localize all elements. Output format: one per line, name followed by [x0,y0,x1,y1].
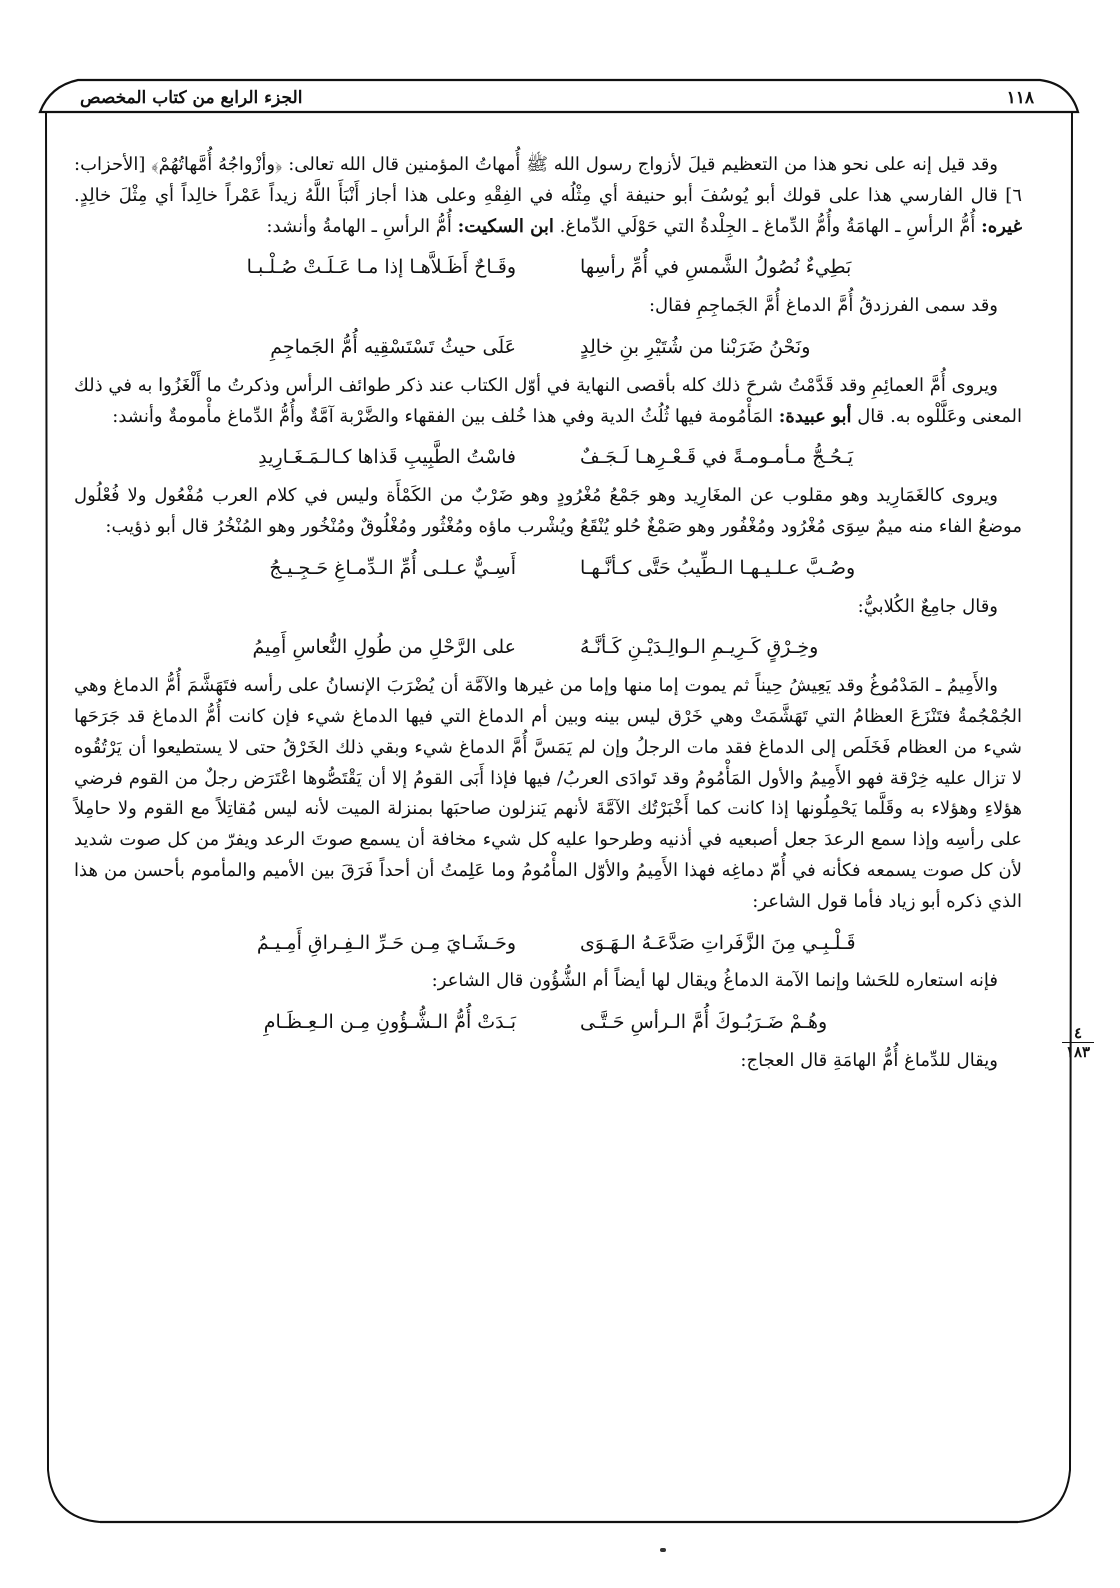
verse-3 [74,442,1022,473]
paragraph-4: ويروى كالغَمَارِيد وهو مقلوب عن المغَارِيد وهو جَمْعُ مُغْرُودٍ وهو ضَرْبٌ من الكَمْأَة وليس في كلام العرب مُفْعُول ولا فُعْلُول موضعُ الفاء منه ميمٌ سِوَى مُغْرُود ومُغْفُور وهو صَمْغٌ حُلو يُنْقَعُ ويُشْرب ماؤه ومُغْثُور ومُغْلُوقٌ ومُنْخُور وهو المُنْخُرُ قال أبو ذؤيب: [74,485,1022,537]
verse-2 [74,332,1022,363]
verse-6-first-hemistich: قَـلْـبِـي مِنَ الزَّفَراتِ صَدَّعَـهُ الـهَـوَى [580,931,856,954]
speaker-label: غيره: [981,215,1022,237]
paragraph-8: ويقال للدِّماغ أُمُّ الهامَةِ قال العجاج: [740,1049,998,1071]
paragraph-1-text: وقد قيل إنه على نحو هذا من التعظيم قيلَ لأزواج رسول الله ﷺ أُمهاتُ المؤمنين قال الله تعالى: ﴿وأزْواجُهُ أُمَّهاتُهُمْ﴾ [الأحزاب: ٦] قال الفارسي هذا على قولك أبو يُوسُفَ أبو حنيفة أي مِثْلُه في الفِقْهِ وعلى هذا أجاز أَنْبَأَ اللَّهُ زيداً عَمْراً خالِداً أي مِثْلَ خالِدٍ. [74,154,1022,206]
paragraph-1c-text: أُمُّ الرأسِ ـ الهامةُ وأنشد: [266,215,452,237]
verse-5-first-hemistich: وخِـرْقٍ كَـرِيـمِ الـوالِـدَيْـنِ كَـأنَّـهُ [580,636,819,659]
verse-2-first-hemistich: ونَحْنُ ضَرَبْنا من شُتَيْرِ بنِ خالِدٍ [580,335,811,358]
paragraph-5: وقال جامِعٌ الكُلابيُّ: [857,595,998,617]
verse-7-second-hemistich: بَـدَتْ أُمُّ الـشُّـؤُونِ مِـن الـعِـظَـامِ [263,1011,516,1034]
paragraph-2: وقد سمى الفرزدقُ أُمَّ الدماغ أُمَّ الجَماجِمِ فقال: [648,295,998,317]
speaker-label: أبو عبيدة: [778,405,852,427]
verse-2-second-hemistich: عَلَى حيثُ تَسْتَسْقِيه أُمُّ الجَماجِمِ [270,335,516,358]
paragraph-6: والأَمِيمُ ـ المَدْمُوغُ وقد يَعِيشُ حِيناً ثم يموت إما منها وإما من غيرها والآمَّة أن يُضْرَبَ الإنسانُ على رأسه فتَهَشَّمَ أُمُّ الدماغ وهي الجُمْجُمةُ فتَنْزَعَ العظامُ التي تَهَشَّمَتْ وهي خَرْق ليس بينه وبين أم الدماغ التي فيها الدماغ شيء فإن كانت أُمُّ الدماغ قد جَرَحَها شيء من العظام فَخَلَص إلى الدماغ فقد مات الرجلُ وإن لم يَمَسَّ أُمَّ الدماغ شيء وبقي ذلك الخَرْقُ حتى لا يستطيعوا أن يَرْتُقُوه لا تزال عليه خِرْقة فهو الأَمِيمُ والأول المَأْمُومُ وقد تَوادَى العربُ/ فيها فإذا أَبَى القومُ إلا أن يَقْتَصُّوها اعْتَرَض رجلٌ من القوم فرضي هؤلاءِ وهؤلاء به وقَلَّما يَحْمِلُونها إذا كانت كما أَخْبَرْتُك الآمَّةَ لأنهم يَنزلون صاحبَها بمنزلة الميت لأنه ليس مُقاتِلاً مع القوم ولا حامِلاً على رأسِه وإذا سمع الرعدَ جعل أصبعيه في أذنيه وطرحوا عليه كل شيء مخافة أن يسمع صوتَ الرعد ويفرّ من كل صوت شديد لأن كل صوت يسمعه فكأنه في أُمّ دماغِه فهذا الأَمِيمُ والأوّل المأْمُومُ وما عَلِمتُ أن أحداً فَرَقَ بين الأميم والمأموم بأحسن من هذا الذي ذكره أبو زياد فأما قول الشاعر: [74,675,1022,912]
paragraph-3 [74,371,1022,433]
verse-3-first-hemistich: يَـحُـجُّ مـأمـومـةً في قَـعْـرِهـا لَـجَـفٌ [580,446,854,469]
margin-reference-bottom: ١٨٣ [1065,1043,1091,1061]
frame-right-edge [1018,112,1072,1522]
verse-4-second-hemistich: أَسِـيٌّ عـلـى أُمِّ الـدِّمـاغِ حَـجِـيـجُ [269,556,516,579]
verse-4-first-hemistich: وصُـبَّ عـلـيـهـا الـطِّيبُ حَتَّى كـأنَّـهـا [580,556,856,579]
verse-5 [74,632,1022,663]
speaker-label: ابن السكيت: [457,215,554,237]
running-header-title: الجزء الرابع من كتاب المخصص [80,88,303,108]
verse-6-second-hemistich: وحَـشَـايَ مِـن حَـرِّ الـفِـراقِ أَمِـيـمُ [256,931,516,954]
verse-1-second-hemistich: وقَـاحٌ أَظَـلاَّهـا إذا مـا عَـلَـتْ صُـلْـبـا [246,256,516,279]
margin-reference [1062,1024,1094,1061]
paragraph-7: فإنه استعاره للحَشا وإنما الآمة الدماغُ ويقال لها أيضاً أم الشُّؤُون قال الشاعر: [431,970,998,992]
verse-1-first-hemistich: بَطِيءٌ نُصُولُ الشَّمسِ في أُمِّ رأسِها [580,256,852,279]
paragraph-3b-text: المَأْمُومة فيها ثُلُثُ الدية وفي هذا خُلف بين الفقهاء والضَّرْبة آمَّةٌ وأُمُّ الدِّماغ مأْمومةٌ وأنشد: [112,405,774,427]
verse-7 [74,1007,1022,1038]
page-number: ١١٨ [1006,88,1034,108]
paragraph-1b-text: أُمُّ الرأسِ ـ الهامَةُ وأُمُّ الدِّماغ ـ الجِلْدةُ التي حَوْلَي الدِّماغ. [559,215,976,237]
main-text [74,150,1022,1077]
margin-reference-top: ٤ [1062,1024,1094,1043]
verse-4 [74,553,1022,584]
verse-6 [74,928,1022,959]
paragraph-3-text: ويروى أُمَّ العمائِمِ وقد قَدَّمْتُ شرحَ ذلك كله بأقصى النهاية في أوّل الكتاب عند ذكر طوائف الرأس وذكرتُ ما أَلْغَزُوا به في ذلك المعنى وعَلَّلْوه به. قال [74,374,1022,427]
verse-3-second-hemistich: فاسْتُ الطَّبِيبِ قَذاها كـالـمَـغَـارِيدِ [258,446,516,469]
stray-ink-mark [660,1548,666,1552]
verse-7-first-hemistich: وهُـمْ ضَـرَبُـوكَ أُمَّ الـرأسِ حَـتَّـى [580,1011,828,1034]
paragraph-1 [74,150,1022,242]
verse-5-second-hemistich: على الرَّحْلِ من طُولِ النُّعاسِ أَمِيمُ [252,636,516,659]
verse-1 [74,252,1022,283]
